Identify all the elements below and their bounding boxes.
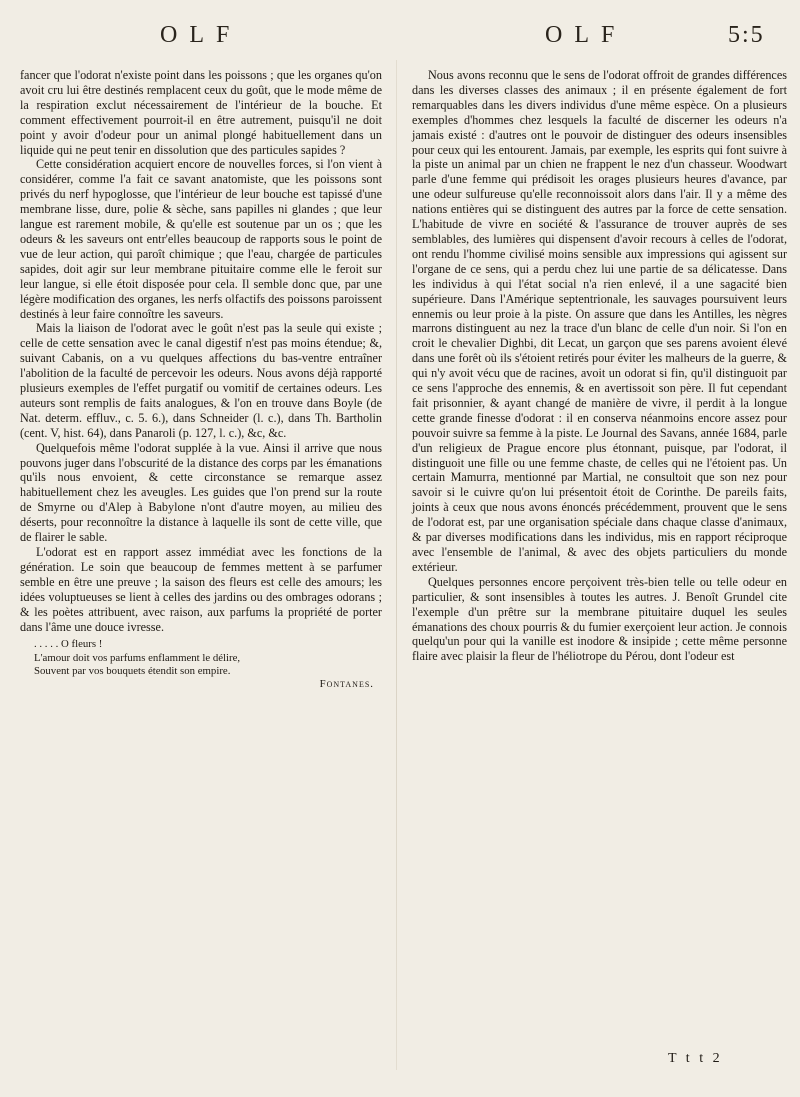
- left-column: [20, 68, 382, 691]
- paragraph: Quelques personnes encore perçoivent très-bien telle ou telle odeur en particulier, & sont insensibles à toutes les autres. J. Benoît Grundel cite l'exemple d'un prêtre sur la membrane pituitaire duquel les seules émanations des choux pourris & du fumier exerçoient leur action. Je connois quelqu'un pour qui la vanille est inodore & insipide ; cette même personne flaire avec plaisir la fleur de l'héliotrope du Pérou, dont l'odeur est: [412, 574, 787, 664]
- paragraph: fancer que l'odorat n'existe point dans les poissons ; que les organes qu'on avoit cru lui être destinés remplacent ceux du goût, que le mode même de la respiration exclut nécessairement de l'intérieur de la bouche. Et comment effectivement pourroit-il en être autrement, puisqu'il ne doit point y avoir d'odeur pour un animal plongé habituellement dans un liquide qui ne peut tenir en dissolution que des particules sapides ?: [20, 68, 382, 157]
- paragraph: Mais la liaison de l'odorat avec le goût n'est pas la seule qui existe ; celle de cette sensation avec le canal digestif n'est pas moins étendue; &, suivant Cabanis, on a vu quelques affections du bas-ventre entraîner l'abolition de la faculté de percevoir les odeurs. Nous avons déjà rapporté plusieurs exemples de l'effet purgatif ou vomitif de certaines odeurs. Les auteurs sont remplis de faits analogues, & l'on en trouve dans Boyle (de Nat. determ. effluv., c. 5. 6.), dans Schneider (l. c.), dans Th. Bartholin (cent. V, hist. 64), dans Panaroli (p. 127, l. c.), &c, &c.: [20, 321, 382, 440]
- running-head: [0, 22, 800, 56]
- running-head-left: OLF: [160, 22, 242, 48]
- paragraph: Nous avons reconnu que le sens de l'odorat offroit de grandes différences dans les diverses classes des animaux ; il en présente également de fort remarquables dans les divers individus d'une même espèce. On a plusieurs exemples d'hommes chez lesquels la faculté de discerner les odeurs n'a jamais existé : d'autres ont le pouvoir de distinguer des odeurs insensibles pour ceux qui les entourent. Jamais, par exemple, les esprits qui font suivre à la piste un animal par un chien ne frappent le nez d'un chasseur. Woodwart parle d'une femme qui prédisoit les orages plusieurs heures d'avance, par une odeur sulfureuse qu'elle reconnoissoit alors dans l'air. Il y a même des nations entières qui se distinguent des autres par la force de cette sensation. L'habitude de vivre en société & l'assurance de trouver auprès de ses semblables, des lumières qui dispensent d'avoir recours à celles de l'odorat, ont rendu l'homme civilisé moins sensible aux impressions qui agissent sur l'organe de ce sens, qui a perdu chez lui une partie de sa délicatesse. Dans les individus à qui l'état social n'a rien enlevé, il a une sagacité bien supérieure. Dans l'Amérique septentrionale, les sauvages poursuivent leurs ennemis ou leur proie à la piste. On assure que dans les Antilles, les nègres marrons distinguent au nez la trace d'un blanc de celle d'un noir. Si l'on en croit le chevalier Dighbi, dit Lecat, un garçon que ses parens avoient élevé dans une forêt où ils s'étoient retirés pour éviter les malheurs de la guerre, & qui n'y avoit vécu que de racines, avoit un odorat si fin, qu'il distinguoit par ce sens l'approche des ennemis, & en avertissoit son père. Il fut cependant fait prisonnier, & ayant changé de manière de vivre, il perdit à la longue cette grande finesse d'odorat : il en conserva néanmoins encore assez pour pouvoir suivre sa femme à la piste. Le Journal des Savans, année 1684, parle d'un religieux de Prague encore plus étonnant, puisque, par l'odorat, il distinguoit une fille ou une femme chaste, de celles qui ne l'étoient pas. Un certain Mamurra, mentionné par Martial, ne consultoit que son nez pour savoir si le cuivre qu'on lui présentoit étoit de Corinthe. De pareils faits, joints à ceux que nous avons énoncés précédemment, prouvent que le sens de l'odorat est, par une organisation spéciale dans chaque classe d'animaux, & par diverses modifications dans les individus, mis en rapport réciproque avec l'ensemble de l'animal, & avec des objets particuliers du monde extérieur.: [412, 68, 788, 574]
- verse-line: Souvent par vos bouquets étendit son empire.: [34, 664, 231, 677]
- column-gutter: [396, 60, 397, 1070]
- paragraph: Quelquefois même l'odorat supplée à la vue. Ainsi il arrive que nous pouvons juger dans l'obscurité de la distance des corps par les émanations qu'ils nous envoient, & cette circonstance se remarque assez habituellement chez les aveugles. Les guides que l'on prend sur la route de Smyrne ou d'Alep à Babylone n'ont d'autre moyen, au milieu des déserts, pour reconnoître la distance à laquelle ils sont de cette ville, que de flairer le sable.: [20, 440, 382, 545]
- verse-quotation: [20, 638, 382, 691]
- running-head-right: OLF: [545, 22, 627, 48]
- signature-mark: T t t 2: [668, 1051, 723, 1066]
- verse-attribution: Fontanes.: [319, 678, 374, 691]
- verse-line: L'amour doit vos parfums enflamment le délire,: [34, 651, 241, 664]
- paragraph: Cette considération acquiert encore de nouvelles forces, si l'on vient à considérer, comme l'a fait ce savant anatomiste, que les poissons sont privés du nerf hypoglosse, que l'intérieur de leur bouche est tapissé d'une membrane lisse, dure, polie & sèche, sans papilles ni glandes ; que leur langue est rarement mobile, & qu'elle est soutenue par un os ; que les odeurs & les saveurs ont entr'elles beaucoup de rapports sous le point de vue de leur action, qui paroît chimique ; que l'eau, chargée de particules sapides, doit agir sur leur membrane pituitaire comme elle le feroit sur leur langue, si elle étoit disposée pour cela. Il semble donc que, par une légère modification des organes, les nerfs olfactifs des poissons paroissent destinés à leur faire connoître les saveurs.: [20, 157, 382, 321]
- page-number: 5:5: [728, 22, 765, 48]
- right-column: [412, 68, 787, 664]
- paragraph: L'odorat est en rapport assez immédiat avec les fonctions de la génération. Le soin que beaucoup de femmes mettent à se parfumer semble en être une preuve ; la saison des fleurs est celle des amours; les idées voluptueuses se lient à celles des jardins ou des ombrages odorans ; & les poètes attribuent, avec raison, aux parfums la propriété de porter dans l'âme une douce ivresse.: [20, 545, 382, 634]
- verse-line: . . . . . O fleurs !: [34, 638, 103, 651]
